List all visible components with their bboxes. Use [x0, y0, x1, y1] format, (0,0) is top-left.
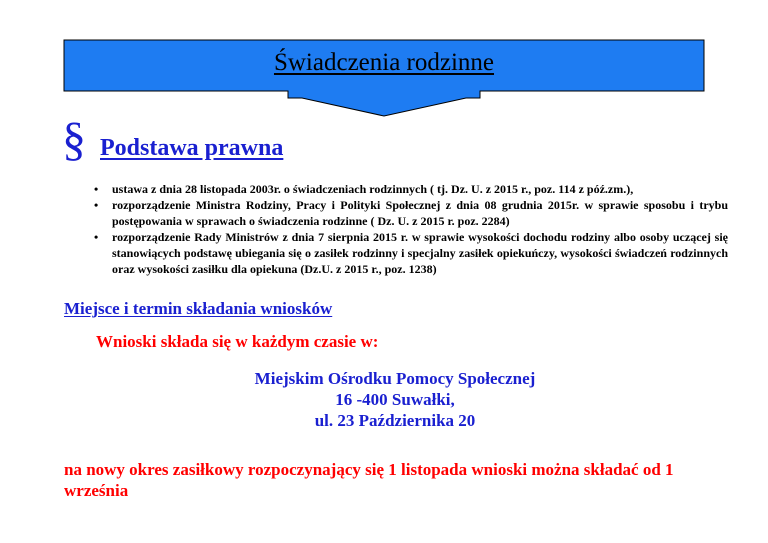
- legal-basis-header: [62, 113, 284, 166]
- list-item: [92, 181, 728, 197]
- legal-basis-title: Podstawa prawna: [100, 135, 284, 161]
- bullet-icon: •: [94, 198, 99, 212]
- address-line: ul. 23 Października 20: [314, 411, 476, 430]
- legal-basis-list: [92, 181, 728, 277]
- banner-title: Świadczenia rodzinne: [273, 49, 495, 76]
- submission-notice: na nowy okres zasiłkowy rozpoczynający się 1 listopada wnioski można składać od 1 września: [64, 460, 674, 500]
- office-address: [0, 368, 768, 431]
- submission-heading: Miejsce i termin składania wniosków: [64, 299, 333, 318]
- list-item-text: rozporządzenie Rady Ministrów z dnia 7 sierpnia 2015 r. w sprawie wysokości dochodu rodziny albo osoby uczącej się stanowiących podstawę ubiegania się o zasiłek rodzinny i specjalny zasiłek opiekuńczy, wysokości świadczeń rodzinnych oraz wysokości zasiłku dla opiekuna (Dz.U. z 2015 r., poz. 1238): [112, 230, 728, 276]
- list-item-text: rozporządzenie Ministra Rodziny, Pracy i Polityki Społecznej z dnia 08 grudnia 2015r. w sprawie sposobu i trybu postępowania w sprawach o świadczenia rodzinne ( Dz. U. z 2015 r. poz. 2284): [112, 198, 728, 228]
- list-item-text: ustawa z dnia 28 listopada 2003r. o świadczeniach rodzinnych ( tj. Dz. U. z 2015 r., poz. 114 z póź.zm.),: [112, 182, 634, 196]
- list-item: [92, 229, 728, 277]
- section-sign-icon: §: [62, 113, 86, 166]
- submission-when-text: Wnioski składa się w każdym czasie w:: [96, 332, 379, 351]
- bullet-icon: •: [94, 230, 99, 244]
- address-line: Miejskim Ośrodku Pomocy Społecznej: [254, 369, 536, 388]
- bullet-icon: •: [94, 182, 99, 196]
- title-banner: [0, 0, 768, 120]
- address-line: 16 -400 Suwałki,: [335, 390, 455, 409]
- list-item: [92, 197, 728, 229]
